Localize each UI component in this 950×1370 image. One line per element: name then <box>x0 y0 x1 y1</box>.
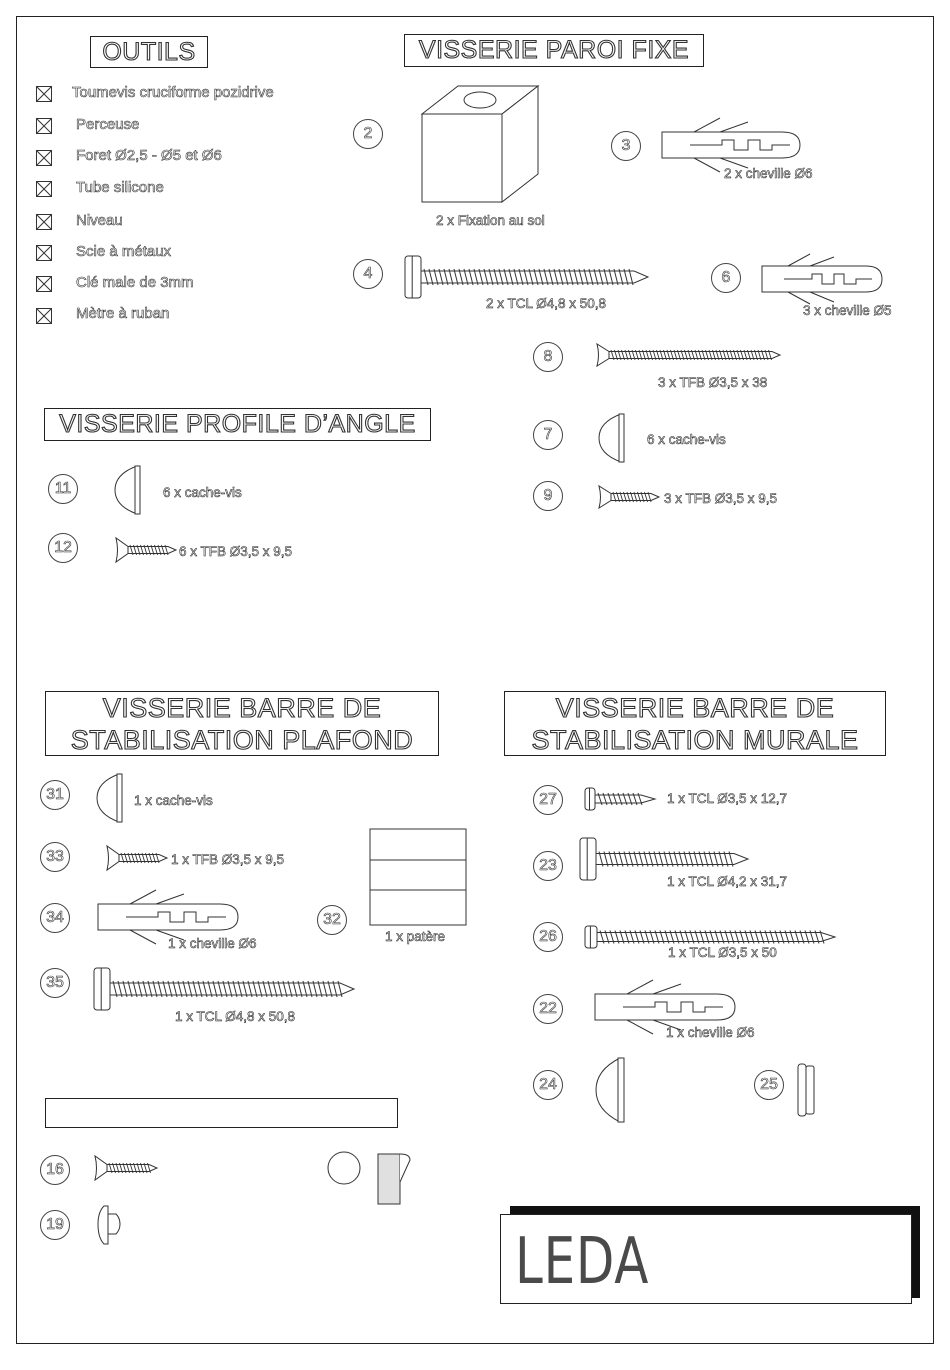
screw-tfb-icon <box>114 534 184 566</box>
part-number-22: 22 <box>533 994 563 1024</box>
murale-title-line2: STABILISATION MURALE <box>531 725 859 755</box>
round-cap-icon <box>326 1150 364 1188</box>
end-cap-icon <box>796 1062 818 1120</box>
tool-item: Foret Ø2,5 - Ø5 et Ø6 <box>76 147 222 164</box>
tool-item: Clé male de 3mm <box>76 274 194 291</box>
screw-cap-icon <box>597 412 627 466</box>
part-label-32: 1 x patère <box>385 929 446 944</box>
part-number-7: 7 <box>533 420 563 450</box>
part-label-23: 1 x TCL Ø4,2 x 31,7 <box>667 874 788 889</box>
checkbox-checked-icon <box>36 308 52 324</box>
profile-title: VISSERIE PROFILE D’ANGLE <box>59 410 416 438</box>
murale-title-box <box>504 691 886 756</box>
floor-fixing-block-icon <box>418 84 543 214</box>
part-number-32: 32 <box>317 905 347 935</box>
part-number-25: 25 <box>754 1070 784 1100</box>
empty-title-box <box>45 1098 398 1128</box>
part-number-16: 16 <box>40 1155 70 1185</box>
screw-cap-icon <box>95 772 125 826</box>
tool-item: Tube silicone <box>76 179 164 196</box>
tool-item: Mètre à ruban <box>76 305 170 322</box>
wall-plug-icon <box>760 252 910 308</box>
murale-title-line1: VISSERIE BARRE DE <box>555 693 835 723</box>
tool-item: Scie à métaux <box>76 243 172 260</box>
profile-title-box <box>44 408 431 441</box>
part-number-34: 34 <box>40 903 70 933</box>
adhesive-pad-icon <box>374 1146 416 1208</box>
coat-hook-icon <box>369 828 469 928</box>
part-label-33: 1 x TFB Ø3,5 x 9,5 <box>171 852 285 867</box>
part-number-2: 2 <box>353 119 383 149</box>
part-label-8: 3 x TFB Ø3,5 x 38 <box>658 375 768 390</box>
part-number-23: 23 <box>533 851 563 881</box>
plafond-title-line1: VISSERIE BARRE DE <box>102 693 382 723</box>
part-label-2: 2 x Fixation au sol <box>436 213 545 228</box>
part-number-6: 6 <box>711 263 741 293</box>
part-label-3: 2 x cheville Ø6 <box>724 166 813 181</box>
screw-tfb-icon <box>595 340 785 370</box>
screw-tcl-icon <box>403 252 668 302</box>
part-label-11: 6 x cache-vis <box>163 485 242 500</box>
screw-cap-large-icon <box>594 1056 628 1126</box>
part-number-27: 27 <box>533 785 563 815</box>
outils-title-box <box>90 36 208 68</box>
checkbox-checked-icon <box>36 181 52 197</box>
checkbox-checked-icon <box>36 245 52 261</box>
checkbox-checked-icon <box>36 276 52 292</box>
paroi-title: VISSERIE PAROI FIXE <box>418 36 690 64</box>
part-label-22: 1 x cheville Ø6 <box>666 1025 755 1040</box>
part-label-7: 6 x cache-vis <box>647 432 726 447</box>
plafond-title-box <box>45 691 439 756</box>
checkbox-checked-icon <box>36 150 52 166</box>
screw-tcl-icon <box>583 784 663 814</box>
part-label-4: 2 x TCL Ø4,8 x 50,8 <box>486 296 607 311</box>
brand-logo: LEDA <box>515 1225 650 1299</box>
part-label-6: 3 x cheville Ø5 <box>803 303 892 318</box>
part-number-11: 11 <box>48 474 78 504</box>
part-number-35: 35 <box>40 968 70 998</box>
part-number-12: 12 <box>48 533 78 563</box>
part-label-31: 1 x cache-vis <box>134 793 213 808</box>
plafond-title-line2: STABILISATION PLAFOND <box>70 725 414 755</box>
screw-tfb-icon <box>93 1152 163 1184</box>
tool-item: Niveau <box>76 212 123 229</box>
part-label-35: 1 x TCL Ø4,8 x 50,8 <box>175 1009 296 1024</box>
part-label-26: 1 x TCL Ø3,5 x 50 <box>668 945 777 960</box>
part-number-24: 24 <box>533 1070 563 1100</box>
paroi-title-box <box>404 34 704 67</box>
screw-tfb-icon <box>597 482 667 512</box>
outils-title: OUTILS <box>102 38 196 66</box>
brand-box <box>500 1214 912 1304</box>
screw-tcl-icon <box>92 964 357 1014</box>
part-number-8: 8 <box>533 342 563 372</box>
part-number-33: 33 <box>40 842 70 872</box>
screw-tfb-icon <box>105 842 175 874</box>
part-number-19: 19 <box>40 1210 70 1240</box>
part-label-12: 6 x TFB Ø3,5 x 9,5 <box>179 544 293 559</box>
checkbox-checked-icon <box>36 118 52 134</box>
tool-item: Toumevis cruciforme pozidrive <box>72 84 274 101</box>
screw-cap-icon <box>113 464 143 518</box>
part-label-9: 3 x TFB Ø3,5 x 9,5 <box>664 491 778 506</box>
checkbox-checked-icon <box>36 86 52 102</box>
part-number-4: 4 <box>353 259 383 289</box>
bumper-icon <box>96 1202 126 1248</box>
part-number-26: 26 <box>533 922 563 952</box>
part-number-31: 31 <box>40 780 70 810</box>
part-number-9: 9 <box>533 481 563 511</box>
part-label-34: 1 x cheville Ø6 <box>168 936 257 951</box>
part-number-3: 3 <box>611 131 641 161</box>
tool-item: Perceuse <box>76 116 140 133</box>
part-label-27: 1 x TCL Ø3,5 x 12,7 <box>667 791 788 806</box>
checkbox-checked-icon <box>36 214 52 230</box>
